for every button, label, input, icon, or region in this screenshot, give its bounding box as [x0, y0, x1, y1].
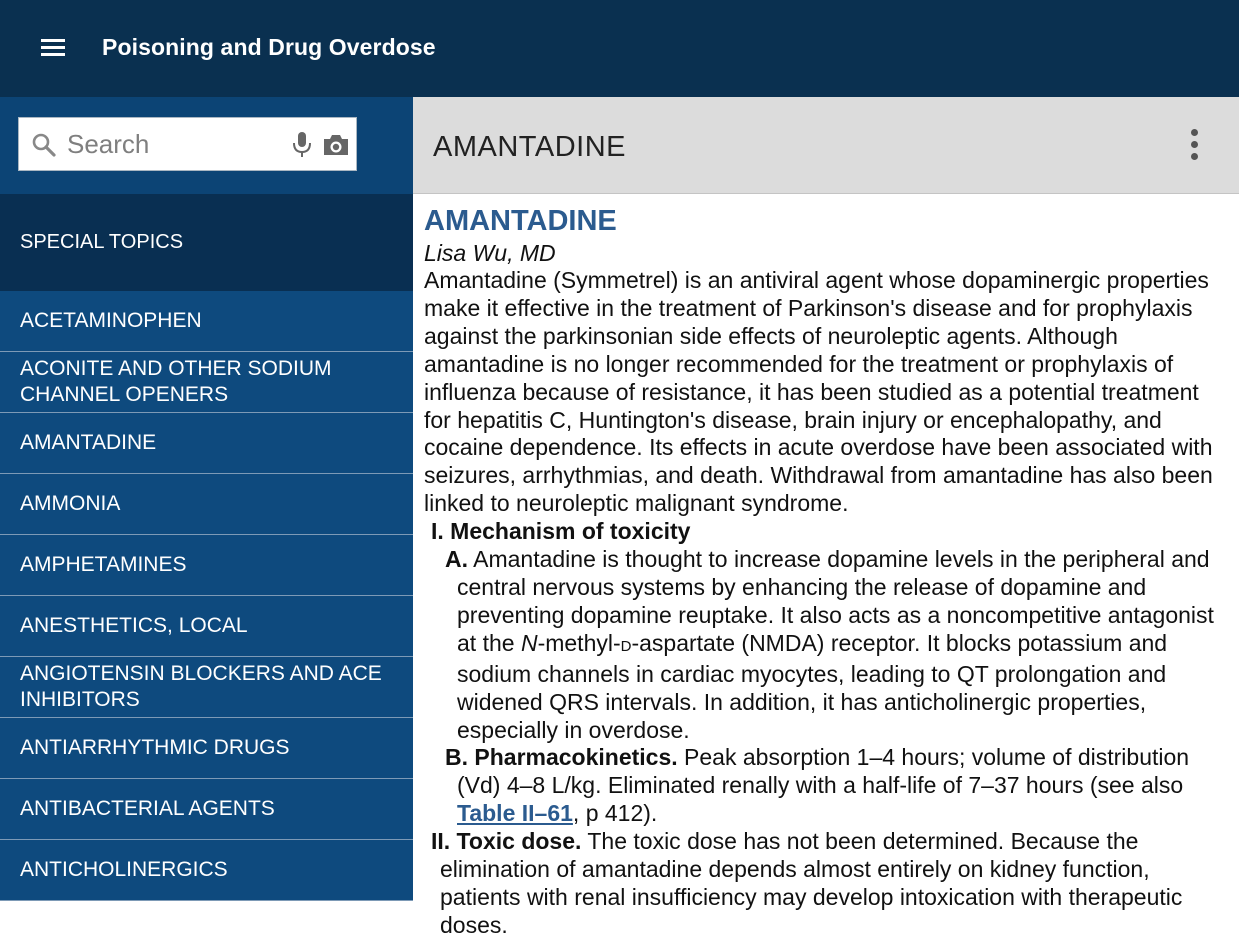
search-input[interactable] [67, 118, 267, 170]
app-bar [0, 0, 1239, 97]
table-reference-link[interactable]: Table II–61 [457, 800, 573, 827]
sidebar-item-label: ANTIARRHYTHMIC DRUGS [20, 736, 290, 759]
article-text [424, 267, 1224, 940]
section-toxic-dose [424, 828, 1224, 940]
sidebar-item-amphetamines[interactable] [0, 535, 413, 596]
content-header [413, 97, 1239, 194]
sidebar-item-anticholinergics[interactable] [0, 840, 413, 901]
camera-icon[interactable] [321, 132, 351, 158]
sidebar-item-aconite[interactable] [0, 352, 413, 413]
item-a-text1: Amantadine is thought to increase dopamine levels in the peripheral and central nervous systems by enhancing the release of dopamine and preventing dopamine reuptake. It also acts as a noncompetitive antagonist at the [457, 546, 1214, 656]
item-a-d: D [620, 637, 632, 655]
toxic-dose-text: The toxic dose has not been determined. Because the elimination of amantadine depends almost entirely on kidney function, patients with renal insufficiency may develop intoxication with therapeutic doses. [440, 828, 1183, 938]
sidebar-item-label: ANESTHETICS, LOCAL [20, 614, 248, 637]
item-a-label: A. [445, 546, 468, 573]
sidebar-item-label: ANTIBACTERIAL AGENTS [20, 797, 275, 820]
sidebar-item-label: ACONITE AND OTHER SODIUM CHANNEL OPENERS [20, 357, 332, 406]
search-icon [31, 132, 57, 158]
sidebar-item-label: AMMONIA [20, 492, 121, 515]
special-topics-label: SPECIAL TOPICS [20, 231, 184, 253]
sidebar-item-label: AMPHETAMINES [20, 553, 187, 576]
article-body [413, 194, 1239, 938]
sidebar [0, 97, 413, 900]
sidebar-item-ammonia[interactable] [0, 474, 413, 535]
search-area [0, 97, 413, 194]
article-author: Lisa Wu, MD [424, 240, 556, 266]
mechanism-item-a [424, 546, 1224, 744]
sidebar-item-anesthetics-local[interactable] [0, 596, 413, 657]
app-title: Poisoning and Drug Overdose [102, 34, 436, 60]
topic-list [0, 291, 413, 901]
sidebar-item-angiotensin-blockers[interactable] [0, 657, 413, 718]
intro-paragraph: Amantadine (Symmetrel) is an antiviral agent whose dopaminergic properties make it effective in the treatment of Parkinson's disease and for prophylaxis against the parkinsonian side effects of neuroleptic agents. Although amantadine is no longer recommended for the treatment or prophylaxis of influenza because of resistance, it has been studied as a potential treatment for hepatitis C, Huntington's disease, brain injury or encephalopathy, and cocaine dependence. Its effects in acute overdose have been associated with seizures, arrhythmias, and death. Withdrawal from amantadine has also been linked to neuroleptic malignant syndrome. [424, 267, 1213, 517]
item-b-label: B. Pharmacokinetics. [445, 744, 678, 771]
toxic-dose-heading: II. Toxic dose. [431, 828, 582, 855]
search-box[interactable] [18, 117, 357, 171]
item-a-text2: -methyl- [537, 629, 621, 656]
sidebar-item-acetaminophen[interactable] [0, 291, 413, 352]
sidebar-item-label: ANTICHOLINERGICS [20, 858, 228, 881]
sidebar-item-antiarrhythmic-drugs[interactable] [0, 718, 413, 779]
item-b-after: , p 412). [572, 800, 658, 827]
item-a-n: N [520, 629, 538, 656]
sidebar-item-label: ANGIOTENSIN BLOCKERS AND ACE INHIBITORS [20, 662, 382, 711]
page-title: AMANTADINE [433, 131, 626, 163]
item-a-text3: -aspartate (NMDA) receptor. It blocks potassium and sodium channels in cardiac myocytes, leading to QT prolongation and widened QRS intervals. In addition, it has anticholinergic properties, especially in overdose. [457, 629, 1168, 743]
microphone-icon[interactable] [289, 130, 315, 160]
sidebar-item-antibacterial-agents[interactable] [0, 779, 413, 840]
sidebar-item-label: ACETAMINOPHEN [20, 309, 202, 332]
article-title: AMANTADINE [424, 205, 617, 237]
special-topics-item[interactable] [0, 194, 413, 291]
item-b-text: Peak absorption 1–4 hours; volume of distribution (Vd) 4–8 L/kg. Eliminated renally with a half-life of 7–37 hours (see also [457, 744, 1190, 799]
sidebar-item-label: AMANTADINE [20, 431, 157, 454]
sidebar-item-amantadine[interactable] [0, 413, 413, 474]
hamburger-menu-icon[interactable] [28, 28, 78, 70]
section-heading-mechanism: I. Mechanism of toxicity [431, 518, 691, 545]
mechanism-item-b [424, 744, 1224, 828]
more-options-icon[interactable] [1177, 125, 1211, 165]
